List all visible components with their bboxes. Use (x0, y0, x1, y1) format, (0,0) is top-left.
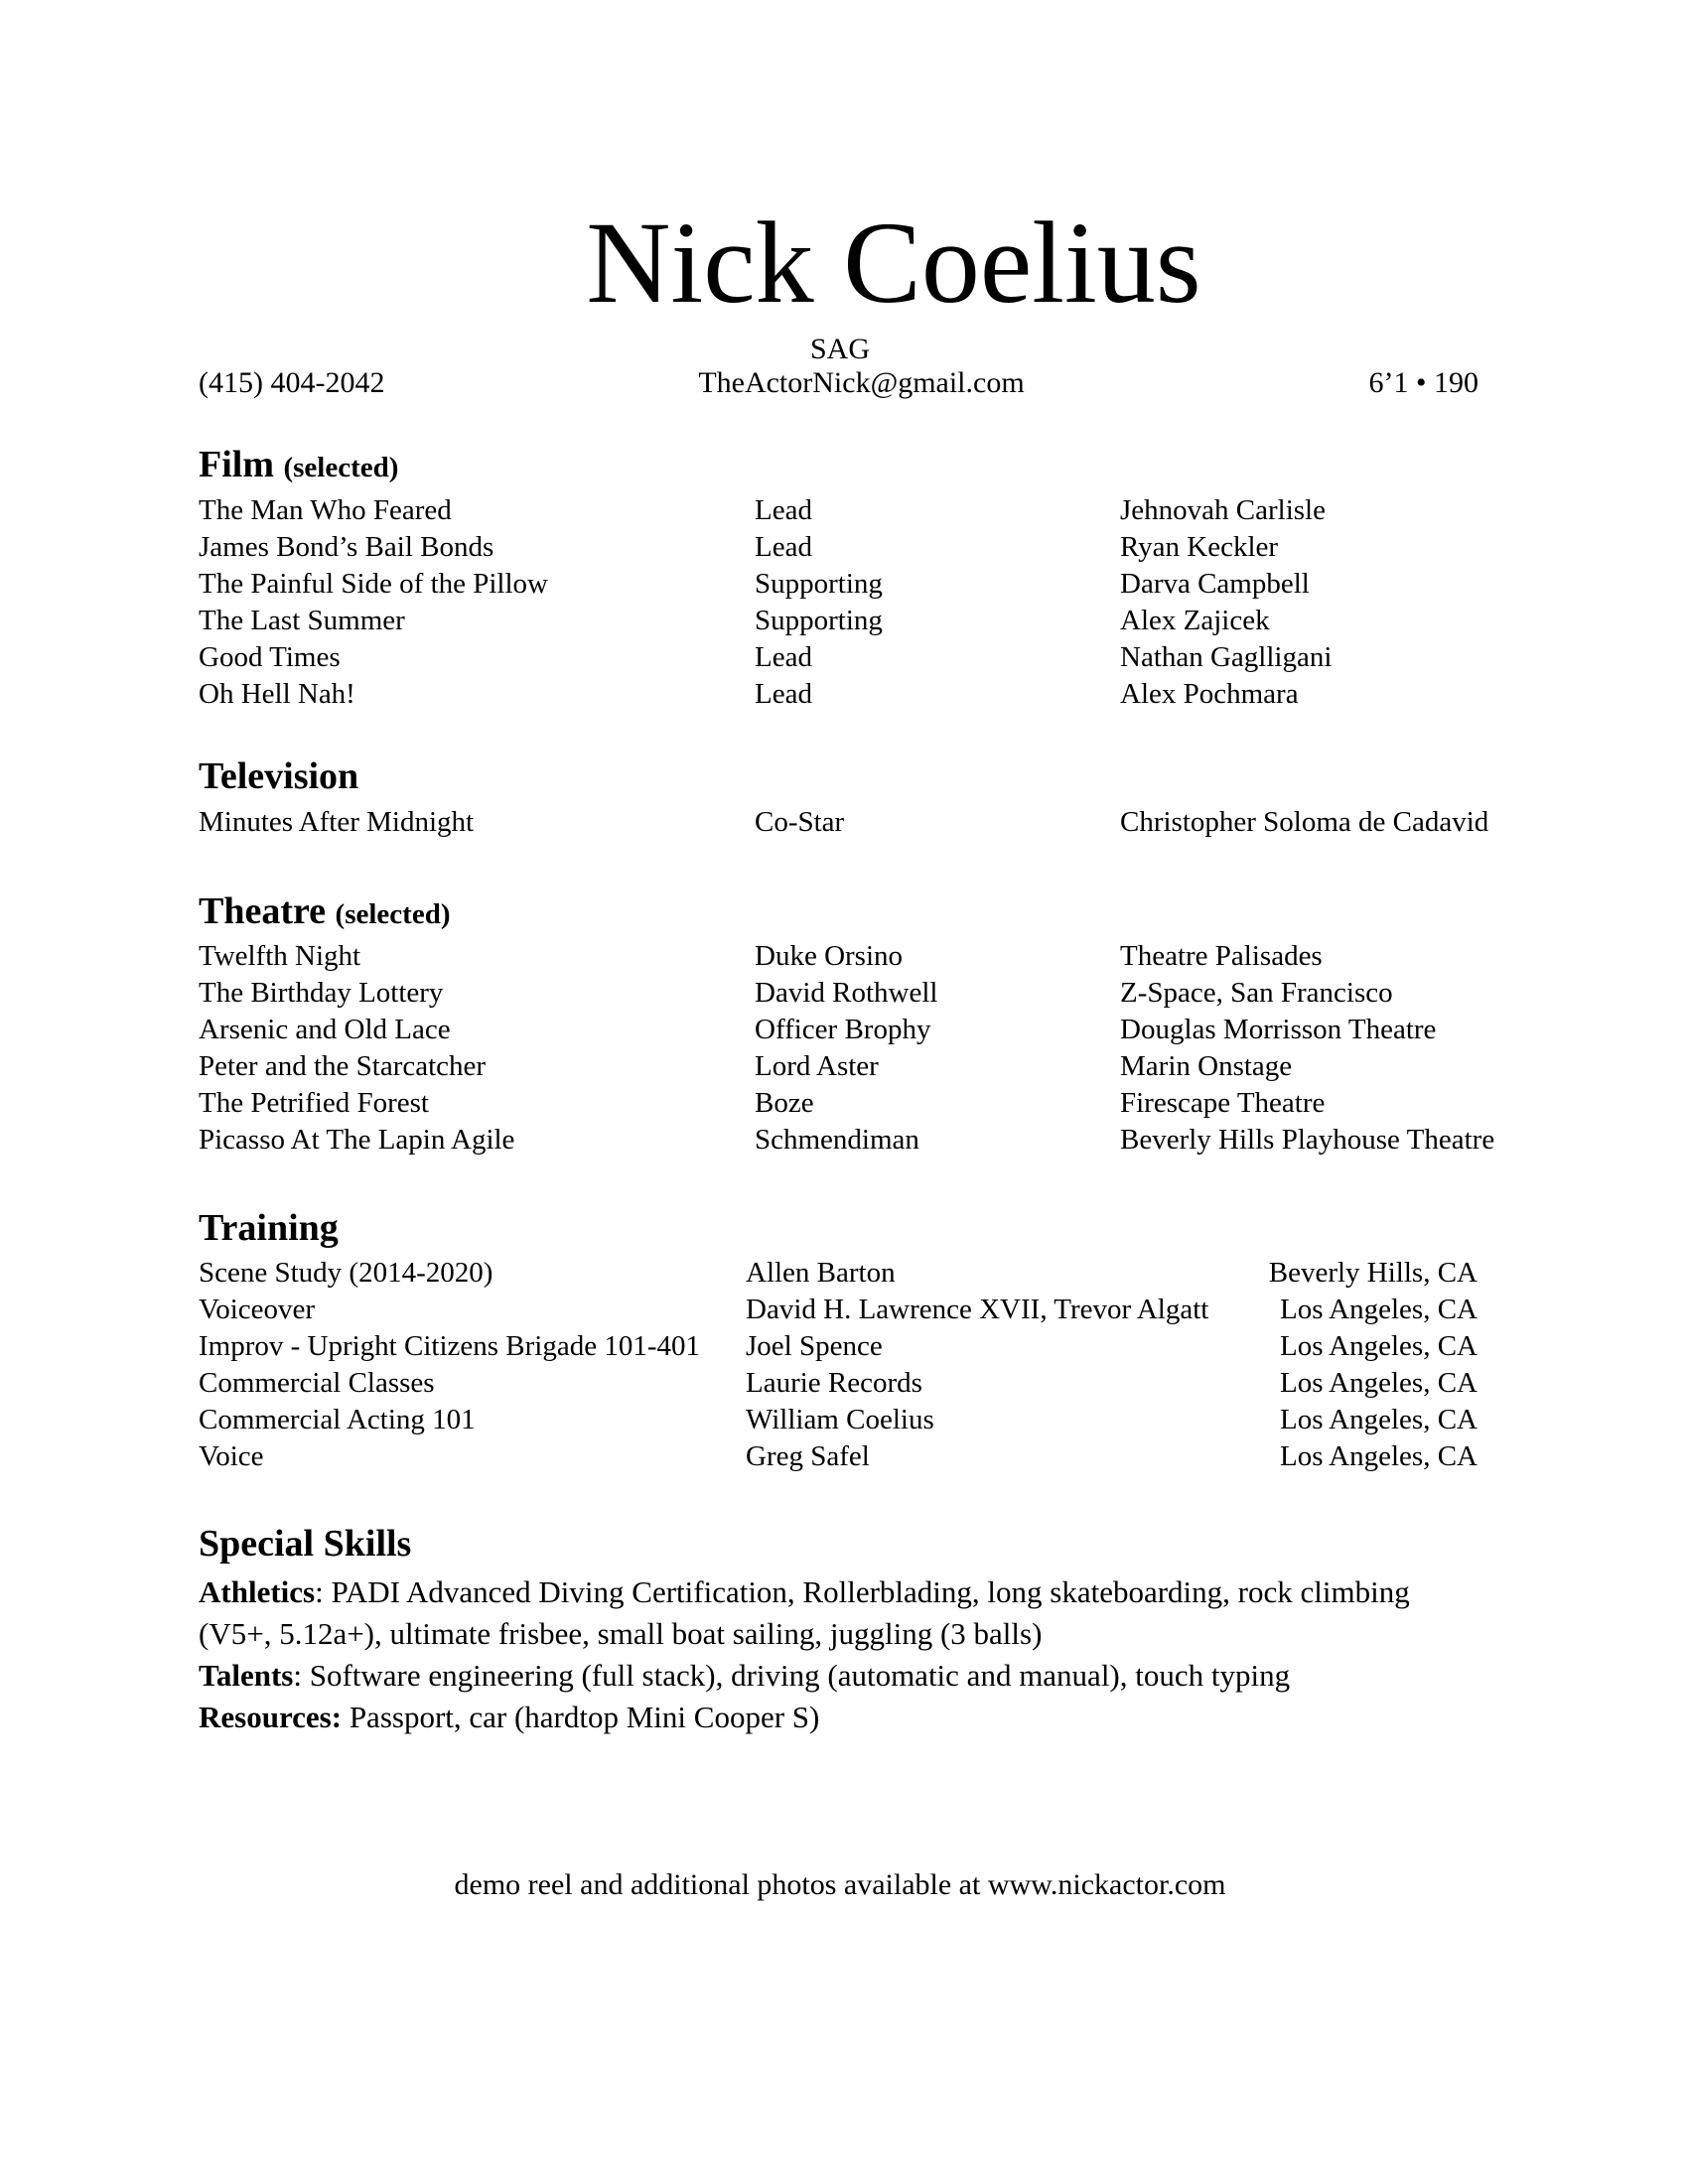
film-credit-row (0, 639, 1688, 676)
skills-resources (199, 1697, 1489, 1738)
film-role: Supporting (755, 568, 883, 600)
training-course: Scene Study (2014-2020) (199, 1257, 493, 1289)
theatre-heading (199, 889, 450, 936)
film-credit-row (0, 492, 1688, 529)
film-director: Alex Pochmara (1120, 678, 1299, 710)
training-row (0, 1292, 1688, 1328)
email-address: TheActorNick@gmail.com (698, 366, 1025, 399)
training-location: Los Angeles, CA (1280, 1330, 1477, 1362)
theatre-venue: Beverly Hills Playhouse Theatre (1120, 1124, 1495, 1156)
film-director: Alex Zajicek (1120, 605, 1270, 636)
theatre-title: Peter and the Starcatcher (199, 1050, 487, 1082)
training-location: Beverly Hills, CA (1268, 1257, 1477, 1289)
theatre-role: Boze (755, 1087, 814, 1119)
theatre-venue: Z-Space, San Francisco (1120, 977, 1393, 1009)
film-role: Supporting (755, 605, 883, 636)
film-title: Good Times (199, 641, 341, 673)
theatre-title: The Birthday Lottery (199, 977, 444, 1009)
training-teacher: Laurie Records (746, 1367, 922, 1399)
training-location: Los Angeles, CA (1280, 1404, 1477, 1435)
theatre-role: Duke Orsino (755, 940, 904, 972)
skills-talents-text: : Software engineering (full stack), driving (automatic and manual), touch typing (293, 1658, 1291, 1693)
special-skills-body (199, 1571, 1489, 1738)
skills-athletics-label: Athletics (199, 1574, 316, 1609)
film-credit-row (0, 676, 1688, 713)
film-title: Oh Hell Nah! (199, 678, 355, 710)
special-skills-heading (199, 1522, 411, 1566)
theatre-credit-row (0, 1012, 1688, 1048)
film-title: James Bond’s Bail Bonds (199, 531, 494, 563)
theatre-role: Lord Aster (755, 1050, 879, 1082)
film-role: Lead (755, 494, 812, 526)
film-heading-label: Film (199, 444, 274, 485)
theatre-credit-row (0, 975, 1688, 1012)
footer-note: demo reel and additional photos available at www.nickactor.com (454, 1868, 1226, 1901)
skills-athletics-text: : PADI Advanced Diving Certification, Rollerblading, long skateboarding, rock climbing (V5+, 5.12a+), ultimate frisbee, small boat sailing, juggling (3 balls) (199, 1574, 1410, 1651)
skills-athletics (199, 1571, 1489, 1655)
training-row (0, 1328, 1688, 1365)
film-credit-row (0, 566, 1688, 603)
theatre-role: Schmendiman (755, 1124, 919, 1156)
film-role: Lead (755, 531, 812, 563)
film-title: The Last Summer (199, 605, 405, 636)
theatre-venue: Firescape Theatre (1120, 1087, 1326, 1119)
film-title: The Painful Side of the Pillow (199, 568, 548, 600)
television-role: Co-Star (755, 806, 845, 838)
theatre-role: David Rothwell (755, 977, 938, 1009)
training-course: Voiceover (199, 1294, 316, 1325)
skills-resources-label: Resources: (199, 1700, 343, 1734)
training-location: Los Angeles, CA (1280, 1294, 1477, 1325)
training-row (0, 1402, 1688, 1438)
theatre-heading-label: Theatre (199, 890, 327, 932)
training-row (0, 1365, 1688, 1402)
theatre-credit-row (0, 1085, 1688, 1122)
film-credit-row (0, 603, 1688, 639)
theatre-venue: Douglas Morrisson Theatre (1120, 1014, 1437, 1045)
height-weight: 6’1 • 190 (1368, 366, 1478, 399)
training-course: Improv - Upright Citizens Brigade 101-401 (199, 1330, 700, 1362)
theatre-venue: Marin Onstage (1120, 1050, 1293, 1082)
special-skills-heading-label: Special Skills (199, 1523, 412, 1565)
film-director: Nathan Gaglligani (1120, 641, 1333, 673)
theatre-title: The Petrified Forest (199, 1087, 429, 1119)
actor-name: Nick Coelius (586, 198, 1201, 328)
film-role: Lead (755, 678, 812, 710)
training-teacher: William Coelius (746, 1404, 934, 1435)
training-location: Los Angeles, CA (1280, 1367, 1477, 1399)
film-role: Lead (755, 641, 812, 673)
theatre-venue: Theatre Palisades (1120, 940, 1323, 972)
film-credit-row (0, 529, 1688, 566)
training-row (0, 1438, 1688, 1475)
television-heading (199, 754, 358, 798)
theatre-role: Officer Brophy (755, 1014, 931, 1045)
television-credit-row (0, 804, 1688, 841)
training-teacher: Allen Barton (746, 1257, 896, 1289)
film-heading (199, 443, 398, 489)
training-course: Commercial Acting 101 (199, 1404, 476, 1435)
training-course: Voice (199, 1440, 264, 1472)
union-affiliation: SAG (809, 333, 870, 365)
theatre-credit-row (0, 1122, 1688, 1159)
theatre-title: Picasso At The Lapin Agile (199, 1124, 515, 1156)
theatre-credit-row (0, 1048, 1688, 1085)
training-row (0, 1255, 1688, 1292)
film-director: Darva Campbell (1120, 568, 1310, 600)
skills-talents (199, 1655, 1489, 1697)
training-heading (199, 1206, 339, 1250)
theatre-heading-note: (selected) (335, 898, 451, 930)
training-teacher: Joel Spence (746, 1330, 883, 1362)
training-location: Los Angeles, CA (1280, 1440, 1477, 1472)
film-heading-note: (selected) (283, 452, 399, 483)
skills-resources-text: Passport, car (hardtop Mini Cooper S) (342, 1700, 820, 1734)
training-course: Commercial Classes (199, 1367, 435, 1399)
phone-number: (415) 404-2042 (199, 366, 385, 399)
film-director: Ryan Keckler (1120, 531, 1279, 563)
training-teacher: David H. Lawrence XVII, Trevor Algatt (746, 1294, 1209, 1325)
television-director: Christopher Soloma de Cadavid (1120, 806, 1489, 838)
theatre-credit-row (0, 938, 1688, 975)
skills-talents-label: Talents (199, 1658, 294, 1693)
theatre-title: Twelfth Night (199, 940, 361, 972)
film-title: The Man Who Feared (199, 494, 452, 526)
television-title: Minutes After Midnight (199, 806, 475, 838)
training-heading-label: Training (199, 1207, 339, 1249)
film-director: Jehnovah Carlisle (1120, 494, 1326, 526)
theatre-title: Arsenic and Old Lace (199, 1014, 451, 1045)
training-teacher: Greg Safel (746, 1440, 870, 1472)
television-heading-label: Television (199, 755, 359, 797)
